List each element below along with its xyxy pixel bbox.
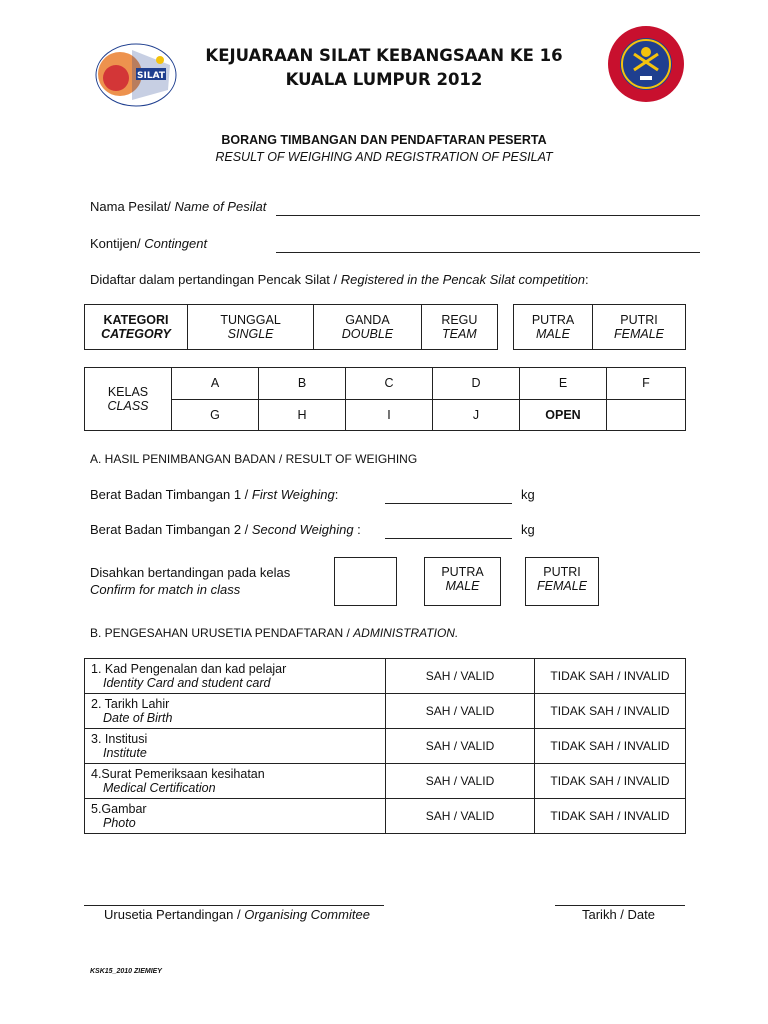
kg-unit: kg [521, 522, 535, 537]
organising-committee-label: Urusetia Pertandingan / Organising Commitee [104, 907, 370, 922]
section-b-title: B. PENGESAHAN URUSETIA PENDAFTARAN / ADMINISTRATION. [90, 626, 459, 640]
class-cell[interactable]: C [346, 368, 433, 400]
valid-cell[interactable]: SAH / VALID [386, 659, 535, 694]
doc-label: 1. Kad Pengenalan dan kad pelajar Identity Card and student card [85, 659, 386, 694]
table-row [85, 694, 686, 729]
doc-label: 5.Gambar Photo [85, 799, 386, 834]
invalid-cell[interactable]: TIDAK SAH / INVALID [535, 764, 686, 799]
name-label: Nama Pesilat/ Name of Pesilat [90, 199, 267, 214]
registered-label: Didaftar dalam pertandingan Pencak Silat / Registered in the Pencak Silat competition: [90, 272, 589, 287]
confirm-female-box[interactable]: PUTRI FEMALE [525, 557, 599, 606]
class-cell[interactable]: A [172, 368, 259, 400]
class-cell[interactable]: I [346, 399, 433, 431]
doc-label: 2. Tarikh Lahir Date of Birth [85, 694, 386, 729]
class-cell[interactable]: B [259, 368, 346, 400]
form-subtitle-en: RESULT OF WEIGHING AND REGISTRATION OF PESILAT [215, 150, 553, 164]
class-cell[interactable] [607, 399, 686, 431]
category-team[interactable]: REGU TEAM [421, 305, 497, 350]
gender-male[interactable]: PUTRA MALE [514, 305, 593, 350]
class-header: KELAS CLASS [85, 368, 172, 431]
category-double[interactable]: GANDA DOUBLE [314, 305, 422, 350]
contingent-label: Kontijen/ Contingent [90, 236, 208, 251]
doc-label: 3. Institusi Institute [85, 729, 386, 764]
class-cell[interactable]: F [607, 368, 686, 400]
name-field[interactable] [276, 215, 700, 216]
confirm-label-en: Confirm for match in class [90, 582, 241, 597]
invalid-cell[interactable]: TIDAK SAH / INVALID [535, 729, 686, 764]
doc-label: 4.Surat Pemeriksaan kesihatan Medical Certification [85, 764, 386, 799]
class-cell[interactable]: J [433, 399, 520, 431]
title-line2: KUALA LUMPUR 2012 [285, 70, 483, 89]
gender-table [513, 304, 686, 350]
valid-cell[interactable]: SAH / VALID [386, 694, 535, 729]
table-row [85, 764, 686, 799]
valid-cell[interactable]: SAH / VALID [386, 729, 535, 764]
confirm-male-box[interactable]: PUTRA MALE [424, 557, 501, 606]
invalid-cell[interactable]: TIDAK SAH / INVALID [535, 694, 686, 729]
signature-line[interactable] [84, 905, 384, 906]
class-cell[interactable]: G [172, 399, 259, 431]
section-a-title: A. HASIL PENIMBANGAN BADAN / RESULT OF WEIGHING [90, 452, 418, 466]
class-cell[interactable]: H [259, 399, 346, 431]
class-table [84, 367, 686, 431]
footer-code: KSK15_2010 ZIEMIEY [90, 968, 162, 975]
first-weighing-field[interactable] [385, 503, 512, 504]
gender-female[interactable]: PUTRI FEMALE [593, 305, 686, 350]
table-row [85, 659, 686, 694]
date-line[interactable] [555, 905, 685, 906]
invalid-cell[interactable]: TIDAK SAH / INVALID [535, 799, 686, 834]
confirm-label: Disahkan bertandingan pada kelas [90, 565, 291, 580]
valid-cell[interactable]: SAH / VALID [386, 799, 535, 834]
invalid-cell[interactable]: TIDAK SAH / INVALID [535, 659, 686, 694]
form-subtitle: BORANG TIMBANGAN DAN PENDAFTARAN PESERTA [221, 133, 547, 147]
category-single[interactable]: TUNGGAL SINGLE [188, 305, 314, 350]
table-row [85, 729, 686, 764]
class-cell[interactable]: OPEN [520, 399, 607, 431]
category-table [84, 304, 498, 350]
class-cell[interactable]: D [433, 368, 520, 400]
valid-cell[interactable]: SAH / VALID [386, 764, 535, 799]
first-weighing-label: Berat Badan Timbangan 1 / First Weighing: [90, 487, 339, 502]
logo-text: SILAT [137, 71, 165, 81]
date-label: Tarikh / Date [582, 907, 655, 922]
second-weighing-field[interactable] [385, 538, 512, 539]
second-weighing-label: Berat Badan Timbangan 2 / Second Weighing : [90, 522, 361, 537]
admin-table [84, 658, 686, 834]
category-header: KATEGORI CATEGORY [85, 305, 188, 350]
class-cell[interactable]: E [520, 368, 607, 400]
kg-unit: kg [521, 487, 535, 502]
title-line1: KEJUARAAN SILAT KEBANGSAAN KE 16 [205, 46, 563, 65]
confirm-class-box[interactable] [334, 557, 397, 606]
contingent-field[interactable] [276, 252, 700, 253]
table-row [85, 799, 686, 834]
